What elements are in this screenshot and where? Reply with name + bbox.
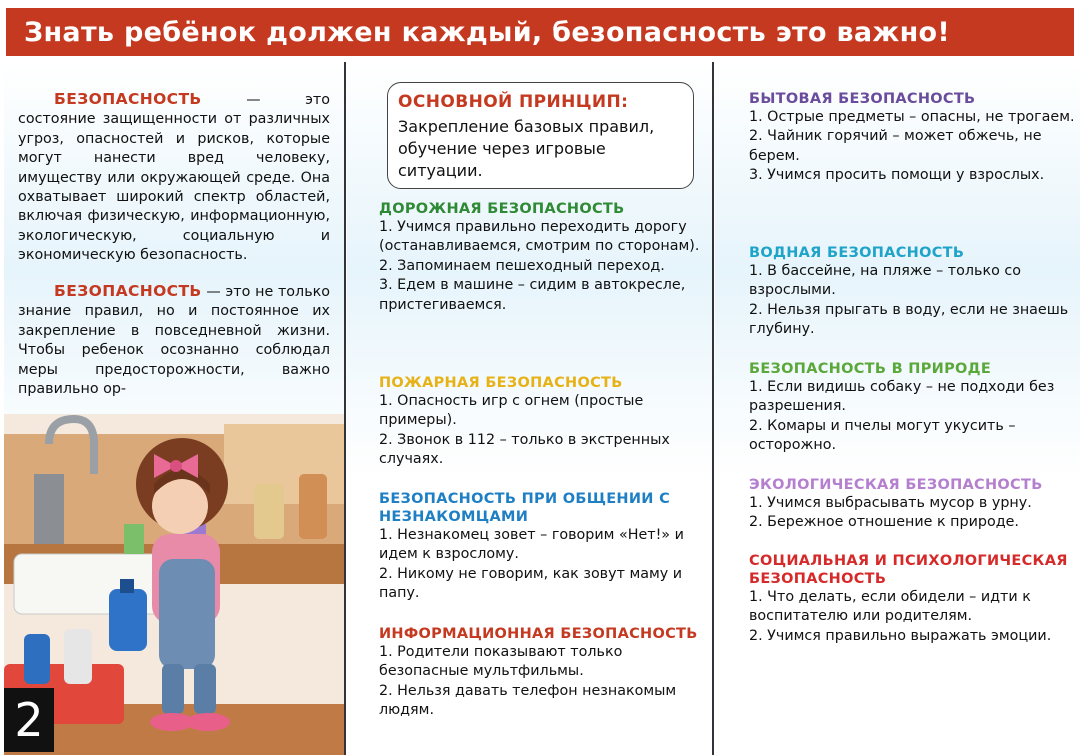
column-divider bbox=[344, 62, 346, 755]
section-line: 2. Запоминаем пешеходный переход. bbox=[379, 257, 665, 274]
section-nature-safety bbox=[749, 360, 1079, 456]
intro-paragraph-2 bbox=[18, 282, 330, 399]
section-line: 1. Родители показывают только безопасные мультфильмы. bbox=[379, 644, 623, 680]
keyword-safety: БЕЗОПАСНОСТЬ bbox=[54, 90, 202, 108]
section-social-safety bbox=[749, 552, 1079, 646]
keyword-safety-2: БЕЗОПАСНОСТЬ bbox=[54, 282, 202, 300]
section-line: 2. Комары и пчелы могут укусить – осторожно. bbox=[749, 417, 1016, 454]
section-water-safety bbox=[749, 244, 1079, 340]
principle-box bbox=[387, 82, 694, 189]
section-title: ДОРОЖНАЯ БЕЗОПАСНОСТЬ bbox=[379, 201, 625, 217]
section-line: 1. Что делать, если обидели – идти к воспитателю или родителям. bbox=[749, 589, 1031, 625]
section-line: 2. Никому не говорим, как зовут маму и папу. bbox=[379, 565, 683, 602]
section-line: 2. Нельзя прыгать в воду, если не знаешь глубину. bbox=[749, 301, 1069, 338]
page-title: Знать ребёнок должен каждый, безопасность это важно! bbox=[24, 16, 950, 48]
section-line: 1. Учимся выбрасывать мусор в урну. bbox=[749, 495, 1032, 511]
section-line: 1. Учимся правильно переходить дорогу (останавливаемся, смотрим по сторонам). bbox=[379, 219, 700, 255]
section-line: 1. Если видишь собаку – не подходи без разрешения. bbox=[749, 379, 1055, 415]
column-divider bbox=[712, 62, 714, 755]
page-number: 2 bbox=[4, 688, 54, 752]
section-title: ЭКОЛОГИЧЕСКАЯ БЕЗОПАСНОСТЬ bbox=[749, 477, 1043, 493]
banner-bar bbox=[6, 8, 1074, 56]
section-title: БЫТОВАЯ БЕЗОПАСНОСТЬ bbox=[749, 91, 976, 107]
section-line: 1. Незнакомец зовет – говорим «Нет!» и идем к взрослому. bbox=[379, 527, 684, 563]
column-rules-1 bbox=[347, 62, 712, 755]
section-line: 2. Звонок в 112 – только в экстренных случаях. bbox=[379, 431, 670, 468]
intro-paragraph-1 bbox=[18, 90, 330, 266]
intro-text-1: — это состояние защищенности от различных угроз, опасностей и рисков, которые могут нанести вред человеку, имуществу или окружающей среде. Она охватывает широкий спектр областей, включая физическую, информационную, экологическую, социальную и экономическую безопасность. bbox=[18, 92, 330, 264]
section-line: 2. Нельзя давать телефон незнакомым людям. bbox=[379, 682, 677, 719]
section-title: БЕЗОПАСНОСТЬ ПРИ ОБЩЕНИИ С НЕЗНАКОМЦАМИ bbox=[379, 491, 671, 525]
section-title: БЕЗОПАСНОСТЬ В ПРИРОДЕ bbox=[749, 361, 992, 377]
section-title: СОЦИАЛЬНАЯ И ПСИХОЛОГИЧЕСКАЯ БЕЗОПАСНОСТЬ bbox=[749, 553, 1068, 587]
section-line: 1. В бассейне, на пляже – только со взрослыми. bbox=[749, 263, 1021, 299]
section-line: 2. Чайник горячий – может обжечь, не берем. bbox=[749, 128, 1042, 164]
section-line: 3. Едем в машине – сидим в автокресле, пристегиваемся. bbox=[379, 277, 686, 313]
girl-kitchen-illustration bbox=[4, 414, 344, 755]
section-line: 1. Опасность игр с огнем (простые примеры). bbox=[379, 393, 644, 429]
section-info-safety bbox=[379, 625, 709, 721]
section-line: 2. Учимся правильно выражать эмоции. bbox=[749, 627, 1052, 644]
section-eco-safety bbox=[749, 476, 1079, 533]
section-line: 2. Бережное отношение к природе. bbox=[749, 514, 1019, 531]
intro-text-2: — это не только знание правил, но и постоянное их закрепление в повседневной жизни. Чтобы ребенок осознанно соблюдал меры предосторожности, важно правильно ор- bbox=[18, 284, 330, 398]
section-title: ИНФОРМАЦИОННАЯ БЕЗОПАСНОСТЬ bbox=[379, 626, 698, 642]
column-rules-2 bbox=[715, 62, 1080, 755]
section-line: 1. Острые предметы – опасны, не трогаем. bbox=[749, 109, 1075, 125]
principle-text: Закрепление базовых правил, обучение через игровые ситуации. bbox=[398, 117, 655, 180]
section-title: ВОДНАЯ БЕЗОПАСНОСТЬ bbox=[749, 245, 965, 261]
section-fire-safety bbox=[379, 374, 709, 470]
section-road-safety bbox=[379, 200, 709, 315]
section-line: 3. Учимся просить помощи у взрослых. bbox=[749, 167, 1045, 184]
section-strangers-safety bbox=[379, 490, 709, 604]
principle-title: ОСНОВНОЙ ПРИНЦИП: bbox=[398, 92, 629, 112]
header-banner bbox=[0, 0, 1080, 62]
section-home-safety bbox=[749, 90, 1079, 186]
column-intro bbox=[4, 62, 344, 755]
section-title: ПОЖАРНАЯ БЕЗОПАСНОСТЬ bbox=[379, 375, 623, 391]
